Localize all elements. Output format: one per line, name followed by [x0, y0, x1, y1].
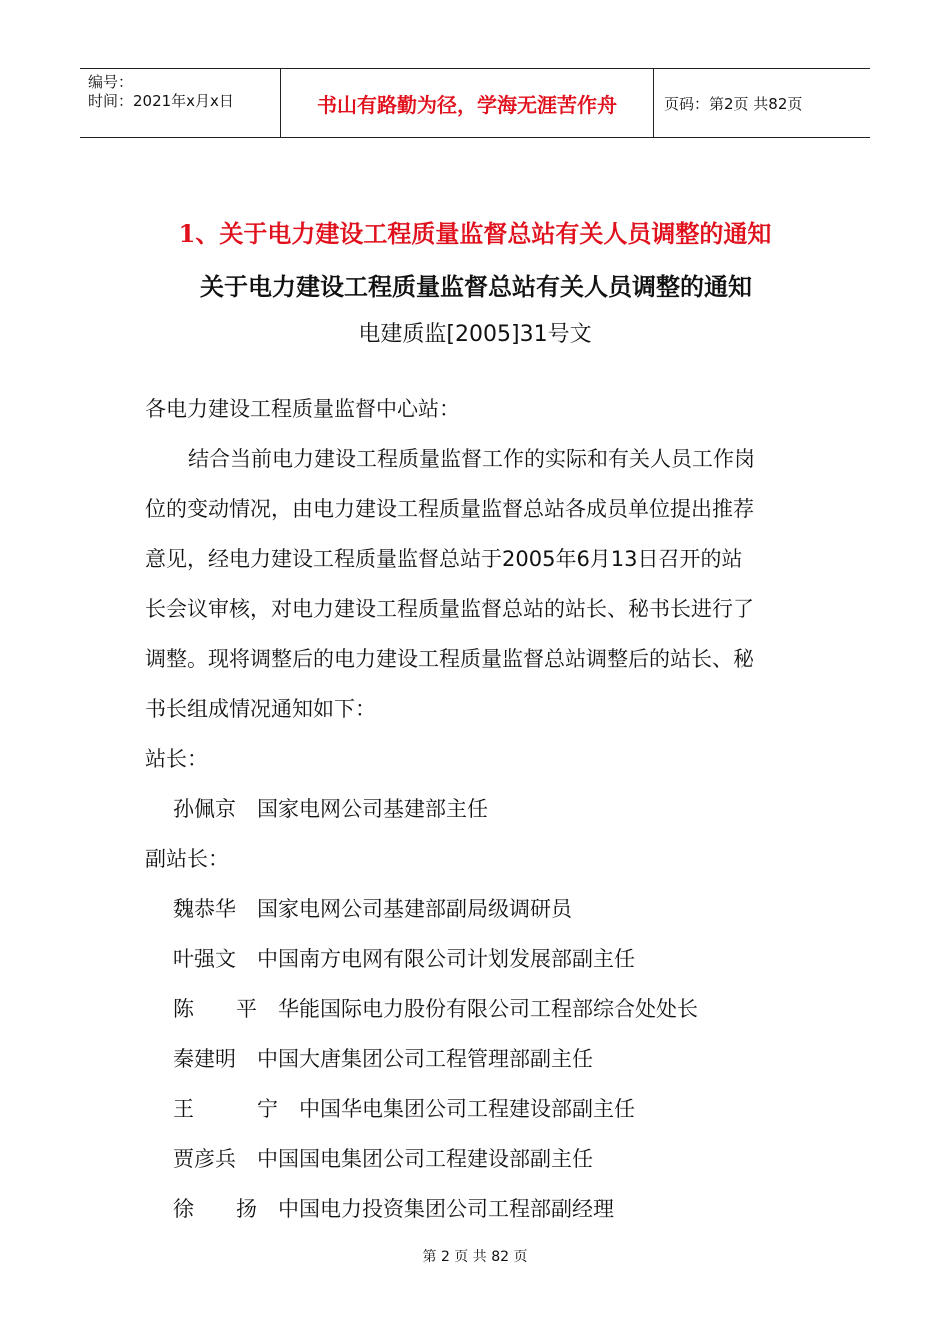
- section-title: 1、关于电力建设工程质量监督总站有关人员调整的通知: [178, 219, 772, 248]
- header-number-label: 编号：: [88, 73, 134, 91]
- deputy-entry: 贾彦兵 中国国电集团公司工程建设部副主任: [173, 1147, 593, 1171]
- page-footer: 第 2 页 共 82 页: [422, 1249, 528, 1265]
- header-date: 时间：2021年x月x日: [88, 92, 234, 110]
- director-label: 站长：: [145, 747, 208, 771]
- director-entry: 孙佩京 国家电网公司基建部主任: [173, 797, 488, 821]
- body-line: 意见，经电力建设工程质量监督总站于2005年6月13日召开的站: [145, 547, 743, 571]
- deputy-entry: 叶强文 中国南方电网有限公司计划发展部副主任: [173, 947, 635, 971]
- header-meta-cell: [80, 69, 281, 137]
- deputy-entry: 王 宁 中国华电集团公司工程建设部副主任: [173, 1097, 635, 1121]
- page-header: [80, 68, 870, 138]
- document-number: 电建质监[2005]31号文: [358, 322, 592, 347]
- body-line: 长会议审核，对电力建设工程质量监督总站的站长、秘书长进行了: [145, 597, 754, 621]
- body-line: 调整。现将调整后的电力建设工程质量监督总站调整后的站长、秘: [145, 647, 754, 671]
- deputy-entry: 徐 扬 中国电力投资集团公司工程部副经理: [173, 1197, 614, 1221]
- deputy-entry: 魏恭华 国家电网公司基建部副局级调研员: [173, 897, 572, 921]
- body-line: 书长组成情况通知如下：: [145, 697, 376, 721]
- deputy-label: 副站长：: [145, 847, 229, 871]
- deputy-entry: 秦建明 中国大唐集团公司工程管理部副主任: [173, 1047, 593, 1071]
- body-line: 结合当前电力建设工程质量监督工作的实际和有关人员工作岗: [188, 447, 755, 471]
- salutation: 各电力建设工程质量监督中心站：: [145, 397, 460, 421]
- deputy-entry: 陈 平 华能国际电力股份有限公司工程部综合处处长: [173, 997, 698, 1021]
- header-motto: 书山有路勤为径，学海无涯苦作舟: [281, 69, 654, 137]
- body-line: 位的变动情况，由电力建设工程质量监督总站各成员单位提出推荐: [145, 497, 754, 521]
- notice-title: 关于电力建设工程质量监督总站有关人员调整的通知: [200, 272, 752, 301]
- header-page-info: 页码：第2页 共82页: [664, 94, 803, 113]
